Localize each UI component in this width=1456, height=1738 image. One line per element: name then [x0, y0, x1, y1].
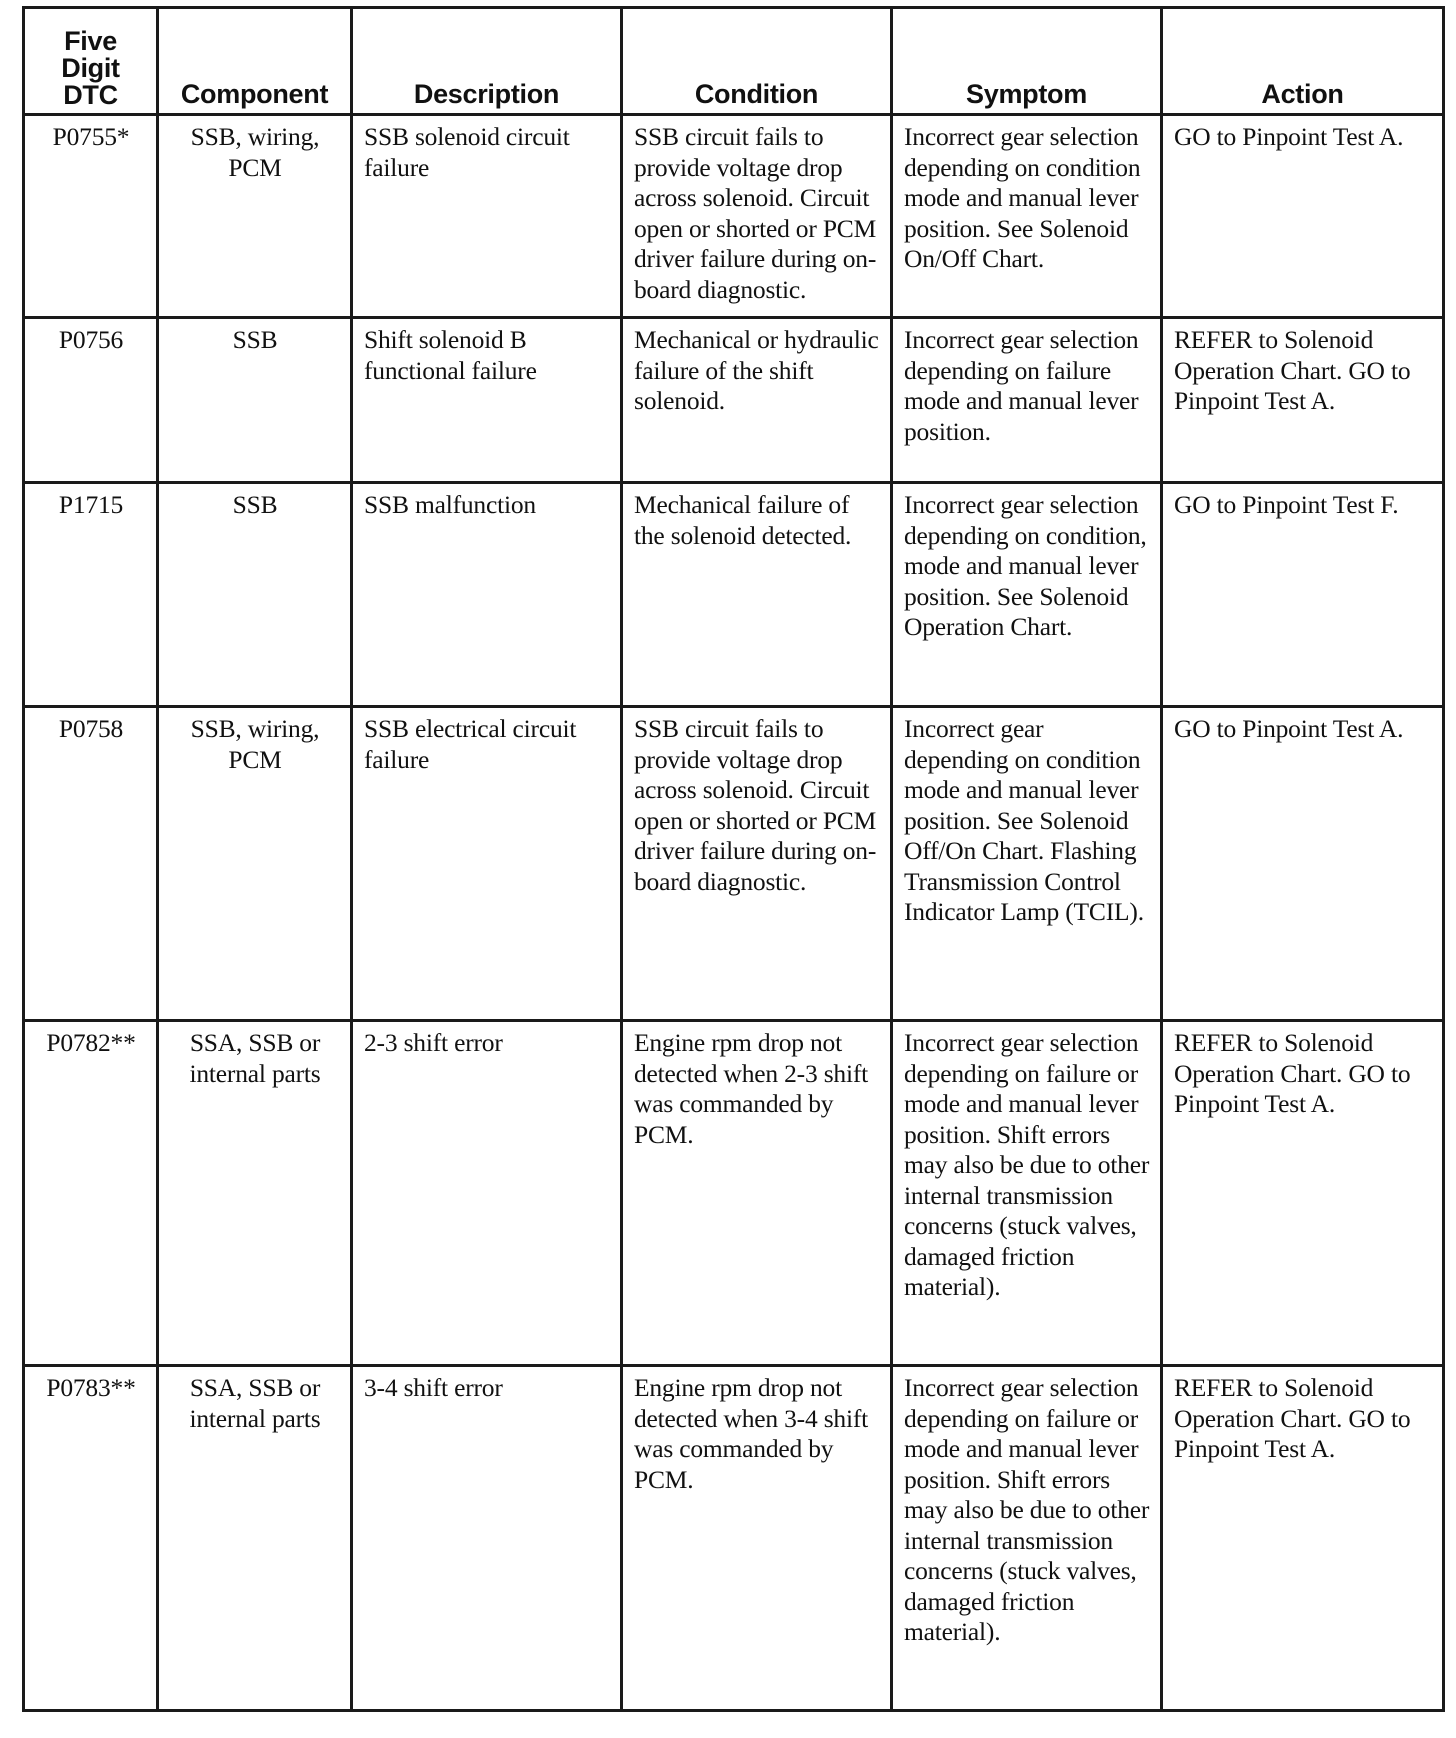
- component-cell: SSB: [158, 483, 352, 707]
- condition-cell: Engine rpm drop not detected when 3-4 shift was commanded by PCM.: [622, 1366, 892, 1711]
- symptom-cell: Incorrect gear selection depending on failure or mode and manual lever position. Shift errors may also be due to other internal transmission concerns (stuck valves, damaged friction material).: [892, 1021, 1162, 1366]
- action-cell: REFER to Solenoid Operation Chart. GO to Pinpoint Test A.: [1162, 1366, 1444, 1711]
- table-row: [24, 707, 1444, 1021]
- dtc-cell: P0756: [24, 318, 158, 483]
- header-action: Action: [1162, 8, 1444, 115]
- header-row: [24, 8, 1444, 115]
- header-dtc: Five Digit DTC: [24, 8, 158, 115]
- component-cell: SSA, SSB or internal parts: [158, 1366, 352, 1711]
- description-cell: 3-4 shift error: [352, 1366, 622, 1711]
- description-cell: Shift solenoid B functional failure: [352, 318, 622, 483]
- header-symptom: Symptom: [892, 8, 1162, 115]
- dtc-cell: P0758: [24, 707, 158, 1021]
- component-cell: SSB, wiring, PCM: [158, 115, 352, 318]
- table-row: [24, 318, 1444, 483]
- description-cell: 2-3 shift error: [352, 1021, 622, 1366]
- condition-cell: Mechanical failure of the solenoid detected.: [622, 483, 892, 707]
- header-description: Description: [352, 8, 622, 115]
- action-cell: GO to Pinpoint Test A.: [1162, 707, 1444, 1021]
- action-cell: REFER to Solenoid Operation Chart. GO to Pinpoint Test A.: [1162, 318, 1444, 483]
- condition-cell: Mechanical or hydraulic failure of the shift solenoid.: [622, 318, 892, 483]
- component-cell: SSA, SSB or internal parts: [158, 1021, 352, 1366]
- symptom-cell: Incorrect gear selection depending on failure or mode and manual lever position. Shift errors may also be due to other internal transmission concerns (stuck valves, damaged friction material).: [892, 1366, 1162, 1711]
- dtc-cell: P0783**: [24, 1366, 158, 1711]
- action-cell: REFER to Solenoid Operation Chart. GO to Pinpoint Test A.: [1162, 1021, 1444, 1366]
- table-row: [24, 1366, 1444, 1711]
- header-component: Component: [158, 8, 352, 115]
- symptom-cell: Incorrect gear depending on condition mode and manual lever position. See Solenoid Off/On Chart. Flashing Transmission Control Indicator Lamp (TCIL).: [892, 707, 1162, 1021]
- condition-cell: SSB circuit fails to provide voltage drop across solenoid. Circuit open or shorted or PCM driver failure during on-board diagnostic.: [622, 707, 892, 1021]
- description-cell: SSB solenoid circuit failure: [352, 115, 622, 318]
- table-row: [24, 115, 1444, 318]
- document-page: [22, 6, 1442, 1712]
- condition-cell: Engine rpm drop not detected when 2-3 shift was commanded by PCM.: [622, 1021, 892, 1366]
- symptom-cell: Incorrect gear selection depending on condition, mode and manual lever position. See Solenoid Operation Chart.: [892, 483, 1162, 707]
- action-cell: GO to Pinpoint Test A.: [1162, 115, 1444, 318]
- dtc-cell: P0782**: [24, 1021, 158, 1366]
- component-cell: SSB, wiring, PCM: [158, 707, 352, 1021]
- table-row: [24, 1021, 1444, 1366]
- dtc-cell: P0755*: [24, 115, 158, 318]
- description-cell: SSB electrical circuit failure: [352, 707, 622, 1021]
- dtc-cell: P1715: [24, 483, 158, 707]
- symptom-cell: Incorrect gear selection depending on condition mode and manual lever position. See Solenoid On/Off Chart.: [892, 115, 1162, 318]
- action-cell: GO to Pinpoint Test F.: [1162, 483, 1444, 707]
- symptom-cell: Incorrect gear selection depending on failure mode and manual lever position.: [892, 318, 1162, 483]
- dtc-table: [22, 6, 1445, 1712]
- component-cell: SSB: [158, 318, 352, 483]
- description-cell: SSB malfunction: [352, 483, 622, 707]
- condition-cell: SSB circuit fails to provide voltage drop across solenoid. Circuit open or shorted or PCM driver failure during on-board diagnostic.: [622, 115, 892, 318]
- table-row: [24, 483, 1444, 707]
- header-condition: Condition: [622, 8, 892, 115]
